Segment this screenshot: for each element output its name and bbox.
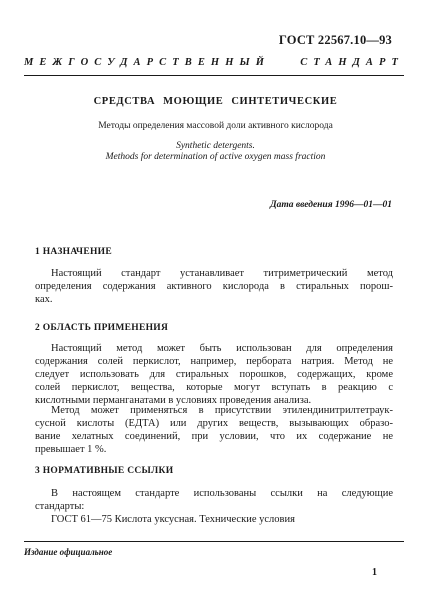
standard-code: ГОСТ 22567.10—93 xyxy=(278,33,392,47)
interstate-word: МЕЖГОСУДАРСТВЕННЫЙ xyxy=(24,57,271,68)
text-line: содержания солей перкислот, например, пербората натрия. Метод не xyxy=(35,356,393,368)
section-3-heading: 3 НОРМАТИВНЫЕ ССЫЛКИ xyxy=(35,466,174,476)
interstate-standard-banner xyxy=(24,57,404,68)
text-line: определения содержания активного кислорода в стиральных порош- xyxy=(35,281,393,293)
section-2-heading: 2 ОБЛАСТЬ ПРИМЕНЕНИЯ xyxy=(35,323,169,333)
section-1-heading: 1 НАЗНАЧЕНИЕ xyxy=(35,247,112,257)
document-subtitle-en: Methods for determination of active oxygen mass fraction xyxy=(105,152,326,162)
reference-line: ГОСТ 61—75 Кислота уксусная. Технические условия xyxy=(51,514,295,526)
text-line: ках. xyxy=(35,294,53,306)
text-line: Метод может применяться в присутствии этилендинитрилтетраук- xyxy=(51,405,393,416)
text-line: Настоящий метод может быть использован для определения xyxy=(51,343,393,354)
text-line: кислотными перманганатами в условиях проведения анализа. xyxy=(35,395,312,407)
header-rule xyxy=(24,75,404,76)
text-line: Настоящий стандарт устанавливает титриметрический метод xyxy=(51,268,393,279)
introduction-date: Дата введения 1996—01—01 xyxy=(270,200,392,210)
document-subtitle-ru: Методы определения массовой доли активного кислорода xyxy=(98,121,333,131)
text-line: вание хелатных соединений, при условии, что их содержание не xyxy=(35,431,393,443)
page-number: 1 xyxy=(372,567,377,578)
text-line: В настоящем стандарте использованы ссылки на следующие xyxy=(51,488,393,499)
footer-rule xyxy=(24,541,404,542)
text-line: стандарты: xyxy=(35,501,85,513)
section-2-paragraph-2 xyxy=(35,404,393,456)
text-line: солей перкислот, вещества, которые могут вступать в реакцию с xyxy=(35,382,393,394)
document-title-en: Synthetic detergents. xyxy=(176,141,255,151)
section-2-paragraph-1 xyxy=(35,342,393,407)
section-1-paragraph xyxy=(35,267,393,306)
document-title xyxy=(0,96,431,107)
text-line: превышает 1 %. xyxy=(35,444,107,456)
section-3-paragraph xyxy=(35,487,393,526)
title-word-2: МОЮЩИЕ xyxy=(163,96,224,107)
title-word-3: СИНТЕТИЧЕСКИЕ xyxy=(231,96,338,107)
text-line: сусной кислоты (ЕДТА) или других веществ, вызывающих образо- xyxy=(35,418,393,430)
text-line: следует использовать для стиральных порошков, содержащих, кроме xyxy=(35,369,393,381)
title-word-1: СРЕДСТВА xyxy=(93,96,156,107)
standard-word: СТАНДАРТ xyxy=(300,57,404,68)
official-edition-label: Издание официальное xyxy=(24,547,113,557)
